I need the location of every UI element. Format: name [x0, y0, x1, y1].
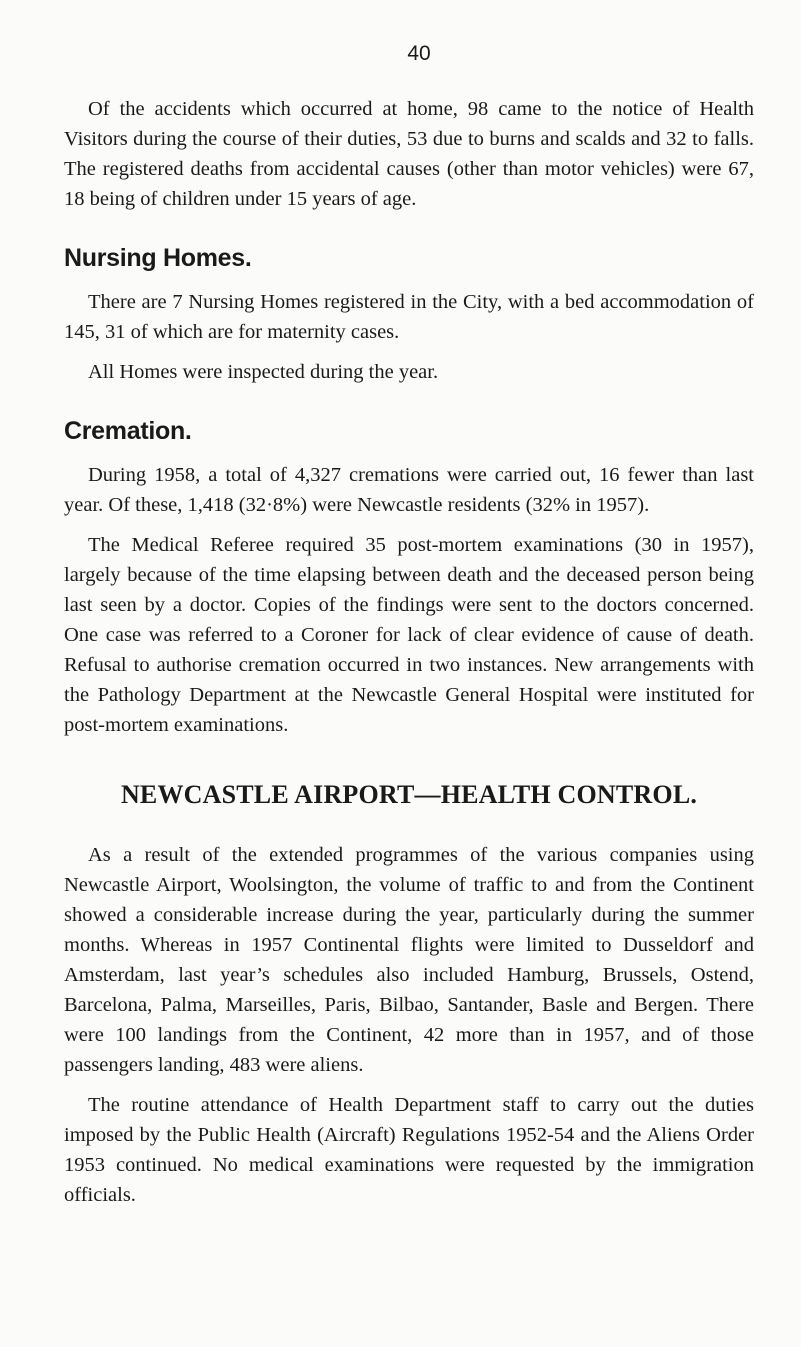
cremation-paragraph-2: The Medical Referee required 35 post-mortem examinations (30 in 1957), largely because of the time elapsing between death and the deceased person being last seen by a doctor. Copies of the findings were sent to the doctors concerned. One case was referred to a Coroner for lack of clear evidence of cause of death. Refusal to authorise cremation occurred in two instances. New arrangements with the Pathology Department at the Newcastle General Hospital were instituted for post-mortem examinations. [64, 534, 754, 736]
airport-paragraph-2: The routine attendance of Health Department staff to carry out the duties imposed by the Public Health (Aircraft) Regulations 1952-54 and the Aliens Order 1953 continued. No medical examinations were requested by the immigration officials. [64, 1094, 754, 1206]
cremation-heading: Cremation. [64, 417, 192, 445]
nursing-homes-paragraph-2: All Homes were inspected during the year. [88, 361, 439, 383]
accidents-paragraph: Of the accidents which occurred at home, 98 came to the notice of Health Visitors during the course of their duties, 53 due to burns and scalds and 32 to falls. The registered deaths from accidental causes (other than motor vehicles) were 67, 18 being of children under 15 years of age. [64, 98, 754, 210]
airport-paragraph-1: As a result of the extended programmes of the various companies using Newcastle Airport, Woolsington, the volume of traffic to and from the Continent showed a considerable increase during the year, particularly during the summer months. Whereas in 1957 Continental flights were limited to Dusseldorf and Amsterdam, last year’s schedules also included Hamburg, Brussels, Ostend, Barcelona, Palma, Marseilles, Paris, Bilbao, Santander, Basle and Bergen. There were 100 landings from the Continent, 42 more than in 1957, and of those passengers landing, 483 were aliens. [64, 844, 754, 1076]
nursing-homes-heading: Nursing Homes. [64, 244, 252, 272]
cremation-paragraph-1: During 1958, a total of 4,327 cremations were carried out, 16 fewer than last year. Of these, 1,418 (32·8%) were Newcastle residents (32% in 1957). [64, 464, 754, 516]
page-number: 40 [407, 42, 431, 65]
nursing-homes-paragraph-1: There are 7 Nursing Homes registered in the City, with a bed accommodation of 145, 31 of which are for maternity cases. [64, 291, 754, 343]
airport-health-control-heading: NEWCASTLE AIRPORT—HEALTH CONTROL. [120, 780, 698, 809]
document-page [64, 42, 754, 1210]
